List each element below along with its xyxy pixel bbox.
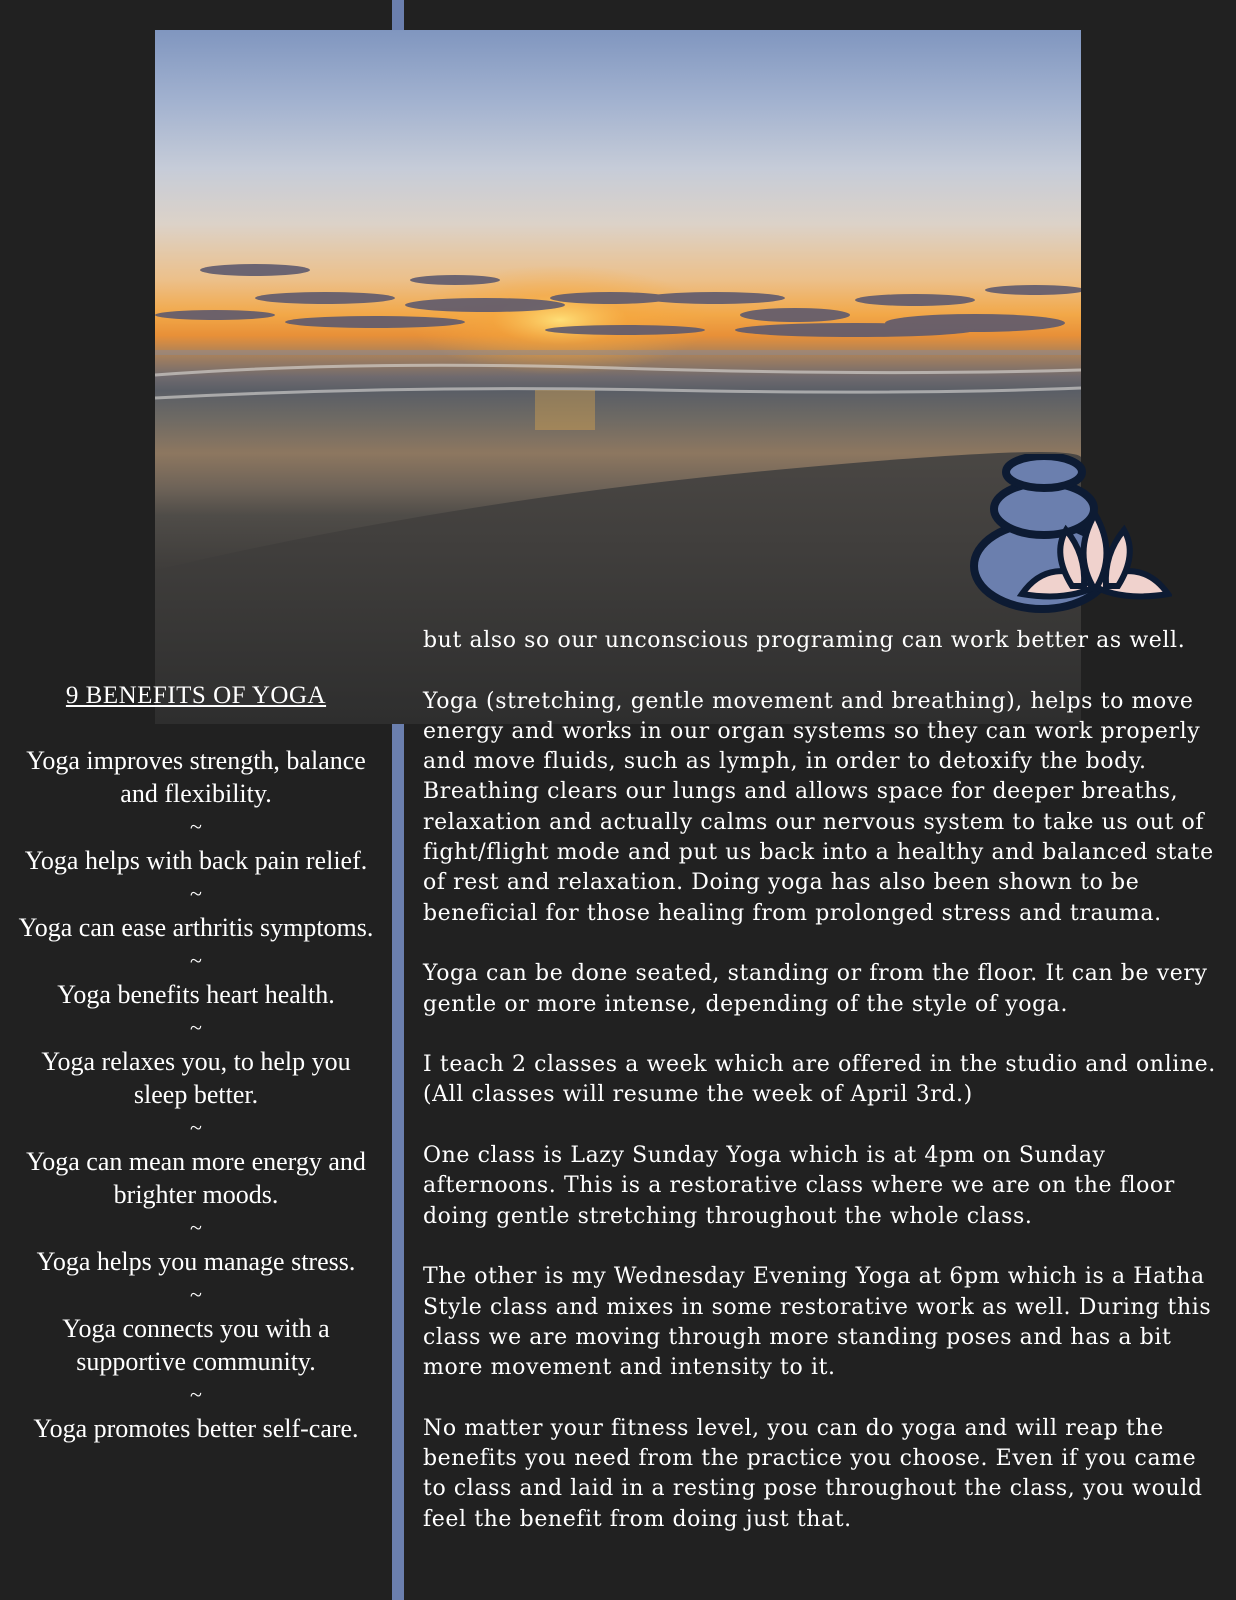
benefit-item: Yoga can mean more energy and brighter moods. bbox=[26, 1147, 366, 1209]
stacked-stones-lotus-icon bbox=[960, 454, 1172, 614]
benefit-item: Yoga connects you with a supportive community. bbox=[62, 1314, 330, 1376]
tilde-separator: ~ bbox=[190, 1115, 202, 1140]
sun-reflection bbox=[535, 390, 595, 430]
tilde-separator: ~ bbox=[190, 881, 202, 906]
tilde-separator: ~ bbox=[190, 1382, 202, 1407]
article-paragraph: but also so our unconscious programing can work better as well. bbox=[423, 628, 1186, 653]
benefit-item: Yoga helps with back pain relief. bbox=[24, 846, 368, 875]
benefits-sidebar bbox=[0, 676, 392, 1445]
article-body bbox=[423, 626, 1223, 1565]
benefit-item: Yoga benefits heart health. bbox=[57, 980, 335, 1009]
tilde-separator: ~ bbox=[190, 948, 202, 973]
top-stone bbox=[1006, 456, 1082, 488]
benefit-item: Yoga helps you manage stress. bbox=[36, 1247, 356, 1276]
article-paragraph: The other is my Wednesday Evening Yoga at 6pm which is a Hatha Style class and mixes in some restorative work as well. During this class we are moving through more standing poses and has a bit more movement and intensity to it. bbox=[423, 1264, 1212, 1381]
benefit-item: Yoga relaxes you, to help you sleep better. bbox=[41, 1047, 351, 1109]
benefit-item: Yoga improves strength, balance and flexibility. bbox=[26, 746, 366, 808]
article-paragraph: No matter your fitness level, you can do yoga and will reap the benefits you need from the practice you choose. Even if you came to class and laid in a resting pose throughout the class, you would feel the benefit from doing just that. bbox=[423, 1415, 1203, 1532]
sunset-scene bbox=[155, 30, 1081, 724]
sunset-beach-photo bbox=[155, 30, 1081, 724]
article-paragraph: Yoga can be done seated, standing or from the floor. It can be very gentle or more intense, depending of the style of yoga. bbox=[423, 961, 1208, 1017]
benefit-item: Yoga promotes better self-care. bbox=[33, 1414, 359, 1443]
tilde-separator: ~ bbox=[190, 1282, 202, 1307]
article-paragraph: Yoga (stretching, gentle movement and breathing), helps to move energy and works in our organ systems so they can work properly and move fluids, such as lymph, in order to detoxify the body. Breathing clears our lungs and allows space for deeper breaths, relaxation and actually calms our nervous system to take us out of fight/flight mode and put us back into a healthy and balanced state of rest and relaxation. Doing yoga has also been shown to be beneficial for those healing from prolonged stress and trauma. bbox=[423, 688, 1214, 926]
tilde-separator: ~ bbox=[190, 814, 202, 839]
benefits-title: 9 BENEFITS OF YOGA bbox=[65, 682, 327, 709]
tilde-separator: ~ bbox=[190, 1215, 202, 1240]
tilde-separator: ~ bbox=[190, 1015, 202, 1040]
article-paragraph: One class is Lazy Sunday Yoga which is at 4pm on Sunday afternoons. This is a restorative class where we are on the floor doing gentle stretching throughout the whole class. bbox=[423, 1143, 1175, 1229]
article-paragraph: I teach 2 classes a week which are offered in the studio and online. (All classes will resume the week of April 3rd.) bbox=[423, 1052, 1216, 1108]
benefit-item: Yoga can ease arthritis symptoms. bbox=[18, 913, 374, 942]
